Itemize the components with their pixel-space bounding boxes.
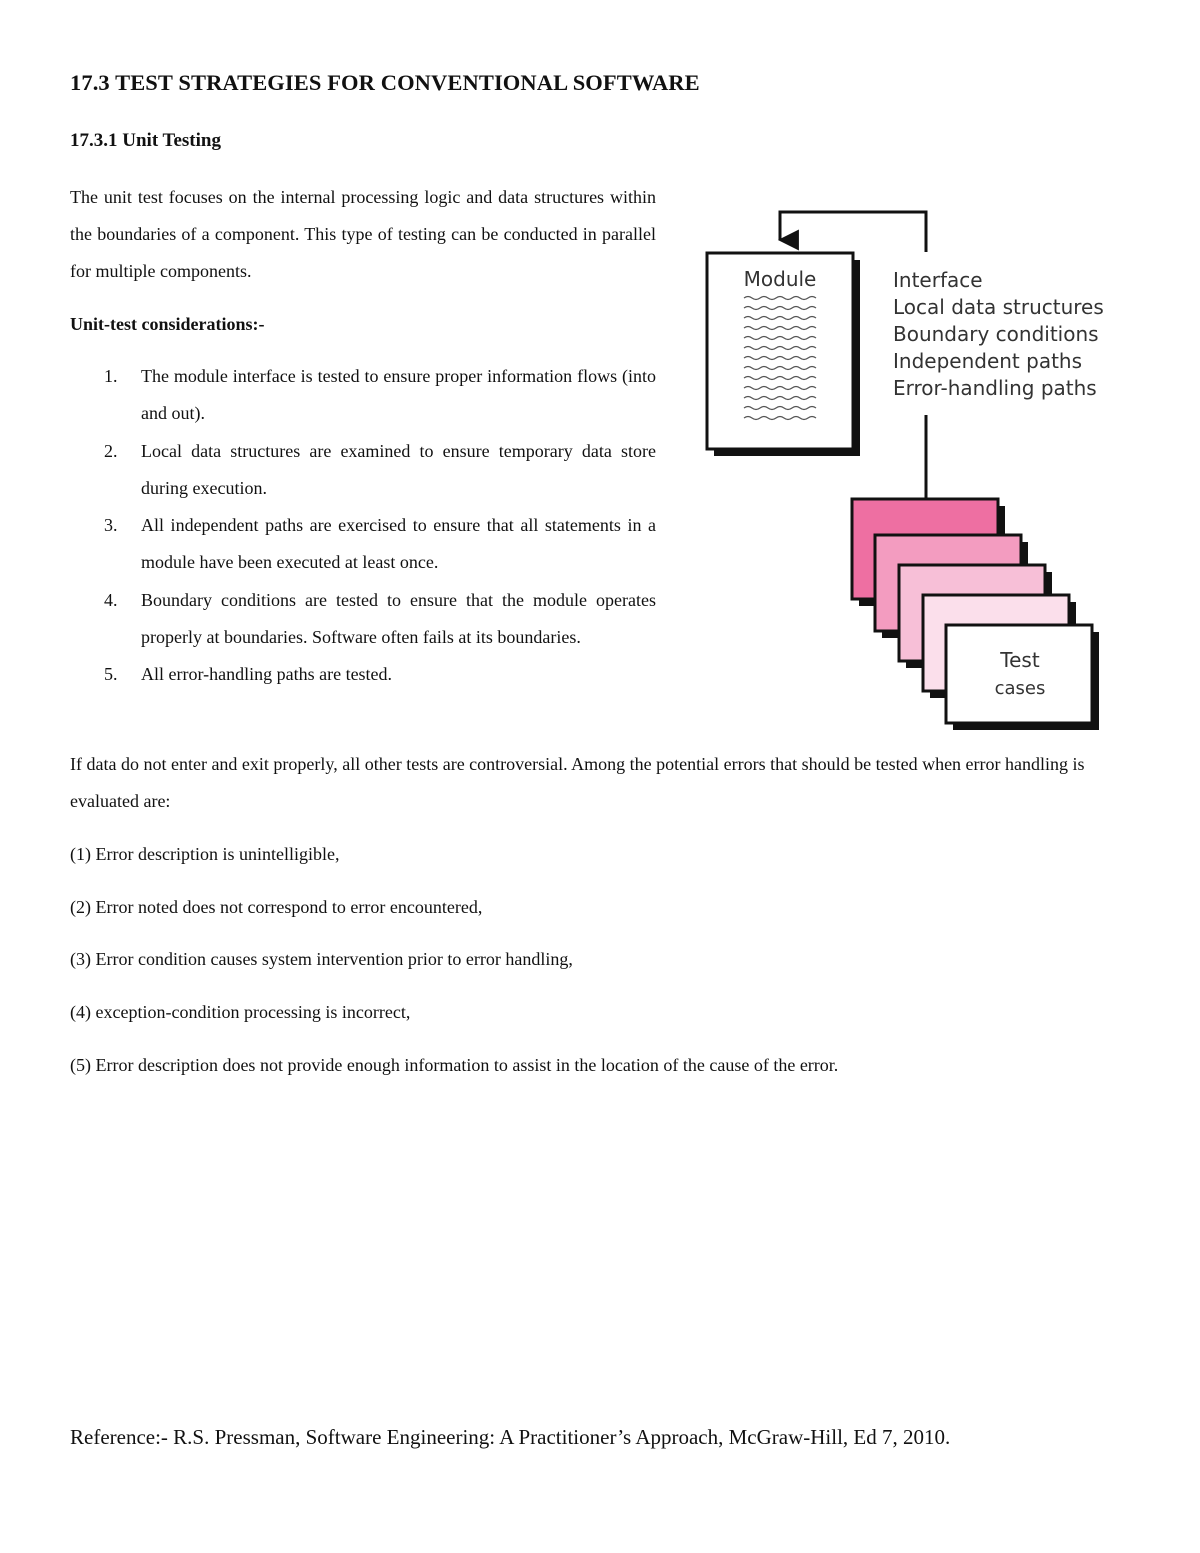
subsection-title: 17.3.1 Unit Testing bbox=[70, 130, 221, 151]
list-item bbox=[70, 656, 656, 693]
test-cases-label: Test bbox=[1000, 648, 1040, 672]
considerations-title: Unit-test considerations:- bbox=[70, 314, 265, 334]
list-item bbox=[70, 507, 656, 582]
aspect-error-handling: Error-handling paths bbox=[893, 376, 1097, 400]
list-text: All error-handling paths are tested. bbox=[141, 664, 393, 685]
errors-intro-paragraph: If data do not enter and exit properly, all other tests are controversial. Among the potential errors that should be tested when error handling is evaluated are: bbox=[70, 754, 1085, 811]
list-number: 2. bbox=[104, 440, 118, 461]
aspects-list bbox=[893, 268, 1104, 400]
test-card-fill bbox=[946, 625, 1092, 723]
list-item bbox=[70, 358, 656, 433]
list-text: Boundary conditions are tested to ensure that the module operates properly at boundaries. Software often fails at its boundaries. bbox=[141, 589, 656, 648]
considerations-list bbox=[70, 358, 656, 694]
aspect-paths: Independent paths bbox=[893, 349, 1083, 373]
section-title: 17.3 TEST STRATEGIES FOR CONVENTIONAL SOFTWARE bbox=[70, 70, 700, 95]
unit-test-diagram bbox=[700, 200, 1120, 740]
test-cases-label: cases bbox=[994, 678, 1046, 699]
error-item: (1) Error description is unintelligible, bbox=[70, 844, 340, 864]
aspect-local-data: Local data structures bbox=[893, 295, 1104, 319]
aspect-interface: Interface bbox=[893, 268, 983, 292]
list-text: The module interface is tested to ensure proper information flows (into and out). bbox=[141, 366, 656, 424]
list-number: 4. bbox=[104, 589, 118, 610]
list-number: 5. bbox=[104, 664, 118, 685]
list-number: 1. bbox=[104, 366, 118, 386]
test-cases-stack bbox=[852, 499, 1099, 730]
list-number: 3. bbox=[104, 515, 118, 536]
module-label: Module bbox=[743, 267, 817, 291]
reference: Reference:- R.S. Pressman, Software Engineering: A Practitioner’s Approach, McGraw-Hill, Ed 7, 2010. bbox=[70, 1425, 951, 1449]
error-item: (5) Error description does not provide enough information to assist in the location of the cause of the error. bbox=[70, 1054, 839, 1075]
module-box bbox=[707, 253, 860, 456]
error-item: (2) Error noted does not correspond to error encountered, bbox=[70, 896, 483, 917]
list-text: Local data structures are examined to ensure temporary data store during execution. bbox=[141, 440, 656, 498]
test-card bbox=[946, 625, 1099, 730]
list-text: All independent paths are exercised to ensure that all statements in a module have been executed at least once. bbox=[141, 515, 656, 573]
feedback-arrow bbox=[780, 212, 926, 252]
list-item bbox=[70, 433, 656, 508]
error-item: (3) Error condition causes system intervention prior to error handling, bbox=[70, 949, 573, 970]
list-item bbox=[70, 582, 656, 657]
errors-list bbox=[70, 836, 838, 1099]
aspect-boundary: Boundary conditions bbox=[893, 322, 1099, 346]
intro-paragraph: The unit test focuses on the internal processing logic and data structures within the boundaries of a component. This type of testing can be conducted in parallel for multiple components. bbox=[70, 187, 656, 281]
error-item: (4) exception-condition processing is incorrect, bbox=[70, 1002, 411, 1023]
